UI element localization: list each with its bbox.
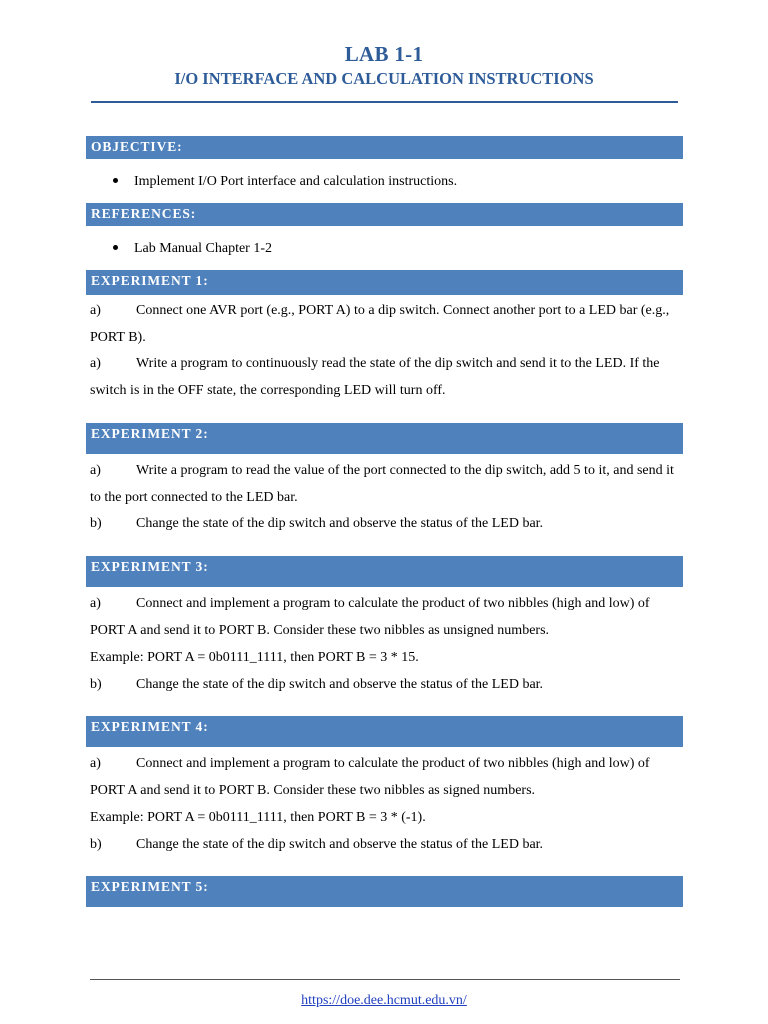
experiment-3-heading: EXPERIMENT 3: xyxy=(91,559,209,574)
experiment-1-heading-bar xyxy=(86,270,683,295)
references-heading-bar xyxy=(86,203,683,226)
item-label: a) xyxy=(90,463,101,478)
experiment-2-heading-bar xyxy=(86,423,683,454)
item-label: b) xyxy=(90,516,102,531)
experiment-3-item-b xyxy=(90,672,685,699)
references-heading: REFERENCES: xyxy=(91,206,197,221)
references-text: Lab Manual Chapter 1-2 xyxy=(134,241,273,256)
experiment-4-heading-bar xyxy=(86,716,683,747)
item-label: b) xyxy=(90,837,102,852)
experiment-1-item-a1 xyxy=(90,298,685,351)
experiment-5-heading: EXPERIMENT 5: xyxy=(91,879,209,894)
item-text: Write a program to continuously read the state of the dip switch and send it to the LED. If the switch is in the OFF state, the corresponding LED will turn off. xyxy=(90,356,660,398)
experiment-3-example: Example: PORT A = 0b0111_1111, then PORT B = 3 * 15. xyxy=(90,650,419,665)
footer xyxy=(0,993,768,1009)
item-label: a) xyxy=(90,596,101,611)
item-label: a) xyxy=(90,356,101,371)
objective-bullet xyxy=(113,173,457,191)
item-text: Connect and implement a program to calculate the product of two nibbles (high and low) of PORT A and send it to PORT B. Consider these two nibbles as signed numbers. xyxy=(90,756,650,798)
experiment-3-heading-bar xyxy=(86,556,683,587)
experiment-2-heading: EXPERIMENT 2: xyxy=(91,426,209,441)
item-label: b) xyxy=(90,677,102,692)
references-bullet xyxy=(113,240,272,258)
experiment-4-item-b xyxy=(90,832,685,859)
experiment-5-heading-bar xyxy=(86,876,683,907)
item-text: Write a program to read the value of the port connected to the dip switch, add 5 to it, and send it to the port connected to the LED bar. xyxy=(90,463,674,505)
item-text: Change the state of the dip switch and observe the status of the LED bar. xyxy=(136,677,544,692)
item-text: Change the state of the dip switch and observe the status of the LED bar. xyxy=(136,837,544,852)
experiment-2-item-b xyxy=(90,511,685,538)
experiment-4-example: Example: PORT A = 0b0111_1111, then PORT B = 3 * (-1). xyxy=(90,810,426,825)
objective-text: Implement I/O Port interface and calculation instructions. xyxy=(134,174,458,189)
item-label: a) xyxy=(90,303,101,318)
item-label: a) xyxy=(90,756,101,771)
experiment-4-heading: EXPERIMENT 4: xyxy=(91,719,209,734)
experiment-2-item-a xyxy=(90,458,685,511)
item-text: Change the state of the dip switch and observe the status of the LED bar. xyxy=(136,516,544,531)
document-subtitle: I/O INTERFACE AND CALCULATION INSTRUCTIONS xyxy=(174,69,594,88)
experiment-3-item-a xyxy=(90,591,685,644)
experiment-1-item-a2 xyxy=(90,351,685,404)
item-text: Connect one AVR port (e.g., PORT A) to a dip switch. Connect another port to a LED bar (e.g., PORT B). xyxy=(90,303,670,345)
bullet-icon xyxy=(113,245,118,250)
bullet-icon xyxy=(113,178,118,183)
title-divider xyxy=(91,101,678,103)
objective-heading: OBJECTIVE: xyxy=(91,139,183,154)
footer-website-link[interactable]: https://doe.dee.hcmut.edu.vn/ xyxy=(301,993,467,1008)
item-text: Connect and implement a program to calculate the product of two nibbles (high and low) of PORT A and send it to PORT B. Consider these two nibbles as unsigned numbers. xyxy=(90,596,650,638)
objective-heading-bar xyxy=(86,136,683,159)
document-title: LAB 1-1 xyxy=(344,42,424,66)
experiment-4-item-a xyxy=(90,751,685,804)
experiment-1-heading: EXPERIMENT 1: xyxy=(91,273,209,288)
footer-divider xyxy=(90,979,680,980)
